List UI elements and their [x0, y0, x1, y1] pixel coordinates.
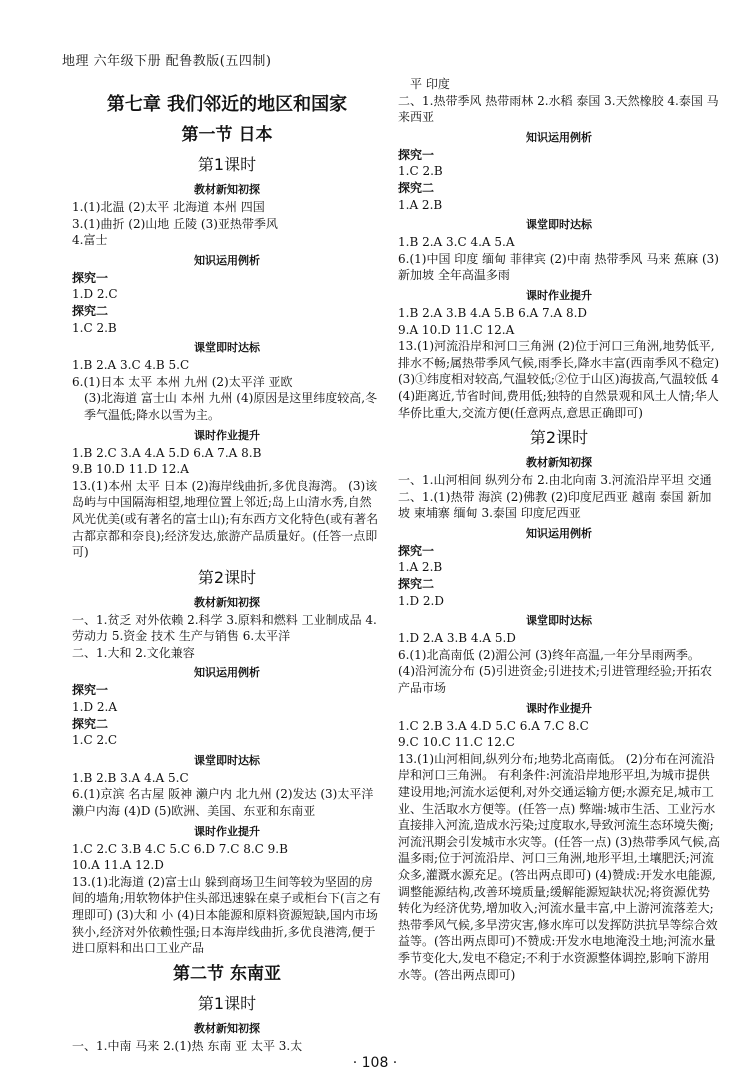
subheading: 教材新知初探	[526, 456, 592, 470]
answer-line: 1.D 2.C	[72, 287, 118, 302]
answer-line: 1.B 2.B 3.A 4.A 5.C	[72, 770, 189, 785]
subheading: 教材新知初探	[194, 595, 260, 609]
explore-label: 探究二	[398, 180, 435, 195]
answer-line: 1.C 2.B	[398, 164, 443, 179]
answer-line: 10.A 11.A 12.D	[72, 858, 164, 873]
answer-line: 平 印度	[410, 77, 450, 91]
answer-line: 6.(1)北高南低 (2)湄公河 (3)终年高温,一年分旱雨两季。 (4)沿河流分布 (5)引进资金;引进技术;引进管理经验;开拓农产品市场	[398, 647, 712, 696]
subheading: 课时作业提升	[526, 288, 592, 302]
answer-line: 9.C 10.C 11.C 12.C	[398, 735, 515, 750]
lesson-title: 第2课时	[197, 567, 257, 587]
explore-label: 探究一	[398, 543, 435, 558]
answer-line: 1.C 2.C 3.B 4.C 5.C 6.D 7.C 8.C 9.B	[72, 841, 288, 856]
running-header: 地理 六年级下册 配鲁教版(五四制)	[62, 54, 272, 69]
explore-label: 探究一	[398, 147, 435, 162]
lesson-title: 第1课时	[197, 993, 257, 1013]
subheading: 教材新知初探	[194, 183, 260, 196]
subheading: 课时作业提升	[526, 701, 592, 715]
answer-line: 1.B 2.C 3.A 4.A 5.D 6.A 7.A 8.B	[72, 445, 262, 460]
answer-line: 一、1.中南 马来 2.(1)热 东南 亚 太平 3.太	[72, 1038, 303, 1053]
section-title: 第二节 东南亚	[173, 963, 281, 984]
explore-label: 探究二	[398, 577, 435, 592]
left-column	[72, 92, 382, 1054]
subheading: 教材新知初探	[194, 1021, 260, 1035]
right-column	[398, 76, 720, 983]
answer-line: 13.(1)山河相间,纵列分布;地势北高南低。 (2)分布在河流沿岸和河口三角洲。 有利条件:河流沿岸地形平坦,为城市提供建设用地;河流水运便利,对外交通运输方便;水源充足,城市工业、生活取水方便等。(任答一点) 弊端:城市生活、工业污水直接排入河流,造成水污染;过度取水,导致河流生态环境失衡;河流汛期会引发城市水灾等。(任答一点) (3)热带季风气候,高温多雨;位于河流沿岸、河口三角洲,地形平坦,土壤肥沃;河流众多,灌溉水源充足。(答出两点即可) (4)赞成:开发水电能源,调整能源结构,改善环境质量;缓解能源短缺状况;将资源优势转化为经济优势,增加收入;河流水量丰富,中上游河流落差大;热带季风气候,多旱涝灾害,修水库可以发挥防洪抗旱等综合效益等。(答出两点即可)不赞成:开发水电地淹没土地;河流水量季节变化大,发电不稳定;不利于水资源整体调控,影响下游用水等。(答出两点即可)	[398, 751, 720, 982]
subheading: 知识运用例析	[526, 130, 592, 144]
subheading: 知识运用例析	[526, 526, 592, 540]
answer-line: 1.C 2.C	[72, 733, 118, 748]
page-number: · 108 ·	[352, 1055, 398, 1071]
subheading: 课堂即时达标	[194, 341, 260, 355]
subheading: 知识运用例析	[194, 666, 260, 680]
lesson-title: 第1课时	[197, 155, 257, 174]
answer-line: 一、1.山河相间 纵列分布 2.由北向南 3.河流沿岸平坦 交通	[398, 473, 712, 488]
chapter-title: 第七章 我们邻近的地区和国家	[106, 94, 348, 115]
answer-line: 1.D 2.A	[72, 700, 117, 715]
section-title: 第一节 日本	[181, 125, 273, 145]
answer-line: 二、1.热带季风 热带雨林 2.水稻 泰国 3.天然橡胶 4.泰国 马来西亚	[398, 93, 719, 125]
explore-label: 探究一	[72, 683, 109, 698]
subheading: 课堂即时达标	[194, 753, 260, 767]
explore-label: 探究二	[72, 716, 109, 731]
answer-line: 9.A 10.D 11.C 12.A	[398, 322, 515, 337]
subheading: 知识运用例析	[194, 253, 260, 267]
answer-line: 一、1.贫乏 对外依赖 2.科学 3.原料和燃料 工业制成品 4.劳动力 5.资金 技术 生产与销售 6.太平洋	[72, 612, 377, 644]
answer-line: 1.C 2.B	[72, 320, 117, 335]
answer-line: (3)北海道 富士山 本州 九州 (4)原因是这里纬度较高,冬季气温低;降水以雪为主。	[84, 391, 378, 422]
answer-line: 6.(1)中国 印度 缅甸 菲律宾 (2)中南 热带季风 马来 蕉麻 (3)新加坡 全年高温多雨	[398, 251, 719, 283]
lesson-title: 第2课时	[529, 428, 589, 448]
answer-line: 二、1.(1)热带 海滨 (2)佛教 (2)印度尼西亚 越南 泰国 新加坡 柬埔寨 缅甸 3.泰国 印度尼西亚	[398, 489, 712, 521]
answer-line: 1.C 2.B 3.A 4.D 5.C 6.A 7.C 8.C	[398, 718, 589, 733]
answer-line: 13.(1)河流沿岸和河口三角洲 (2)位于河口三角洲,地势低平,排水不畅;属热带季风气候,雨季长,降水丰富(西南季风不稳定) (3)①纬度相对较高,气温较低;②位于山区)海拔高,气温较低 4 (4)距离近,节省时间,费用低;独特的自然景观和风土人情;华人华侨比重大,交流方便(任意两点,意思正确即可)	[398, 339, 720, 420]
answer-line: 1.D 2.A 3.B 4.A 5.D	[398, 631, 516, 646]
answer-line: 1.A 2.B	[398, 560, 443, 575]
subheading: 课堂即时达标	[526, 218, 592, 232]
answer-line: 13.(1)北海道 (2)富士山 躲到商场卫生间等较为坚固的房间的墙角;用软物体护住头部迅速躲在桌子或柜台下(言之有理即可) (3)大和 小 (4)日本能源和原料资源短缺,国内市场狭小,经济对外依赖性强;日本海岸线曲折,多优良港湾,便于进口原料和出口工业产品	[72, 874, 381, 956]
subheading: 课时作业提升	[194, 428, 260, 442]
answer-line: 4.富士	[72, 233, 108, 248]
answer-line: 6.(1)日本 太平 本州 九州 (2)太平洋 亚欧	[72, 374, 293, 389]
answer-line: 1.B 2.A 3.B 4.A 5.B 6.A 7.A 8.D	[398, 305, 588, 320]
answer-line: 13.(1)本州 太平 日本 (2)海岸线曲折,多优良海湾。 (3)该岛屿与中国隔海相望,地理位置上邻近;岛上山清水秀,自然风光优美(或有著名的富士山);有东西方文化特色(或有著名古都京都和奈良);经济发达,旅游产品质量好。(任答一点即可)	[72, 478, 379, 560]
answer-line: 1.B 2.A 3.C 4.A 5.A	[398, 235, 515, 250]
answer-line: 二、1.大和 2.文化兼容	[72, 645, 195, 660]
answer-line: 3.(1)曲折 (2)山地 丘陵 (3)亚热带季风	[72, 216, 278, 231]
subheading: 课时作业提升	[194, 824, 260, 838]
answer-line: 1.B 2.A 3.C 4.B 5.C	[72, 358, 190, 373]
explore-label: 探究二	[72, 303, 109, 318]
explore-label: 探究一	[72, 270, 109, 285]
answer-line: 6.(1)京滨 名古屋 阪神 濑户内 北九州 (2)发达 (3)太平洋 濑户内海 (4)D (5)欧洲、美国、东亚和东南亚	[72, 787, 374, 819]
answer-line: 1.A 2.B	[398, 197, 443, 212]
answer-line: 1.(1)北温 (2)太平 北海道 本州 四国	[72, 200, 265, 214]
answer-line: 1.D 2.D	[398, 593, 444, 608]
subheading: 课堂即时达标	[526, 614, 592, 628]
answer-line: 9.B 10.D 11.D 12.A	[72, 462, 189, 477]
